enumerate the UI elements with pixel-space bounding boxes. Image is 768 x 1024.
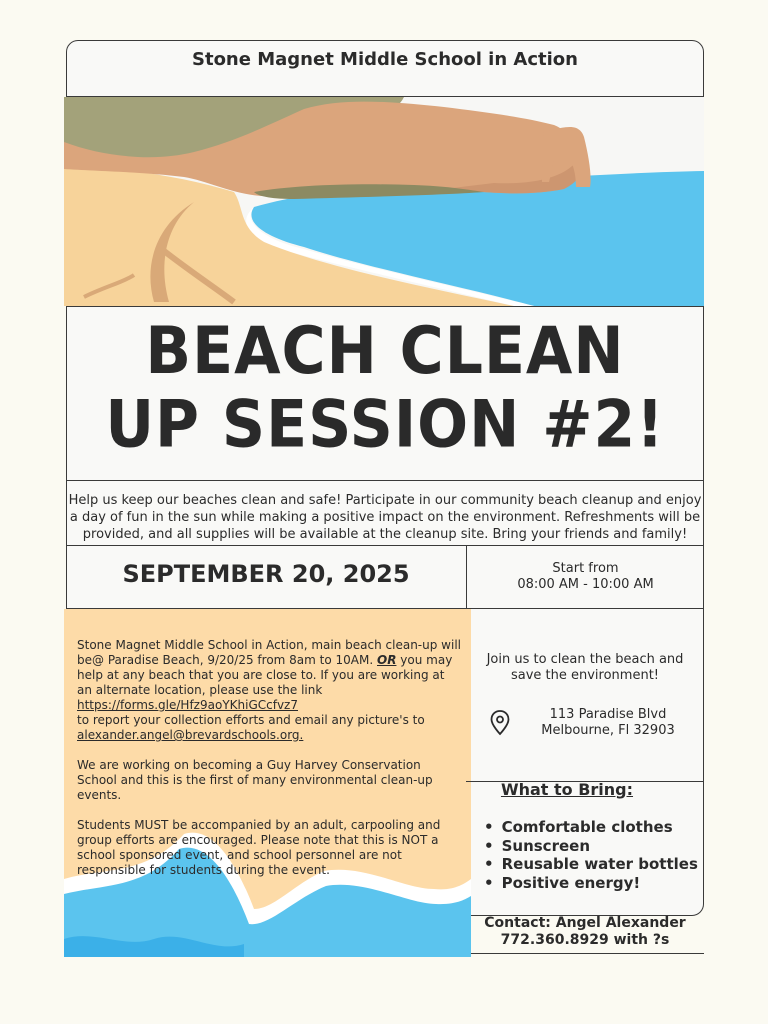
conservation-paragraph: We are working on becoming a Guy Harvey Conservation School and this is the first of many environmental clean-up events. bbox=[77, 758, 433, 802]
or-emphasis: OR bbox=[377, 653, 397, 667]
list-item: • Reusable water bottles bbox=[484, 855, 698, 874]
school-title: Stone Magnet Middle School in Action bbox=[192, 49, 578, 70]
time-range: 08:00 AM - 10:00 AM bbox=[517, 577, 654, 592]
list-item: • Sunscreen bbox=[484, 837, 698, 856]
list-item: • Positive energy! bbox=[484, 874, 698, 893]
contact-phone: 772.360.8929 with ?s bbox=[500, 932, 670, 948]
address-line2: Melbourne, Fl 32903 bbox=[541, 723, 675, 738]
contact-name: Contact: Angel Alexander bbox=[484, 915, 686, 931]
event-time bbox=[467, 561, 704, 593]
details-text-part: you may help at any beach that you are close to. If you are working at an alternate location, please use the link bbox=[77, 653, 453, 697]
disclaimer-paragraph: Students MUST be accompanied by an adult, carpooling and group efforts are encouraged. Please note that this is NOT a school sponsored event, and school personnel are not responsible for students during the event. bbox=[77, 818, 441, 877]
location-pin-icon bbox=[490, 710, 510, 736]
headline-line1: BEACH CLEAN bbox=[145, 313, 625, 390]
divider bbox=[471, 953, 704, 954]
details-text bbox=[77, 638, 461, 893]
divider bbox=[66, 306, 704, 307]
details-paragraph bbox=[77, 638, 461, 743]
join-text: Join us to clean the beach and save the environment! bbox=[486, 652, 684, 683]
details-text-part: Stone Magnet Middle School in Action, main beach clean-up will be@ Paradise Beach, 9/20/25 from 8am to 10AM. bbox=[77, 638, 461, 667]
address-line1: 113 Paradise Blvd bbox=[549, 707, 667, 722]
intro-text: Help us keep our beaches clean and safe! Participate in our community beach cleanup and enjoy a day of fun in the sun while making a positive impact on the environment. Refreshments will be provided, and all supplies will be available at the cleanup site. Bring your friends and family! bbox=[68, 493, 702, 542]
address bbox=[518, 707, 698, 739]
what-to-bring-title: What to Bring: bbox=[500, 780, 634, 799]
divider bbox=[66, 545, 704, 546]
event-date: SEPTEMBER 20, 2025 bbox=[122, 560, 410, 588]
bring-list bbox=[484, 818, 698, 892]
details-text-part: to report your collection efforts and email any picture's to bbox=[77, 713, 425, 727]
email-link[interactable]: alexander.angel@brevardschools.org. bbox=[77, 728, 304, 742]
list-item: • Comfortable clothes bbox=[484, 818, 698, 837]
event-headline bbox=[66, 315, 704, 462]
headline-line2: UP SESSION #2! bbox=[105, 386, 665, 463]
divider bbox=[66, 480, 704, 481]
contact-info bbox=[472, 915, 698, 949]
beach-illustration bbox=[64, 97, 704, 306]
form-link[interactable]: https://forms.gle/Hfz9aoYKhiGCcfvz7 bbox=[77, 698, 298, 712]
start-label: Start from bbox=[552, 561, 619, 576]
